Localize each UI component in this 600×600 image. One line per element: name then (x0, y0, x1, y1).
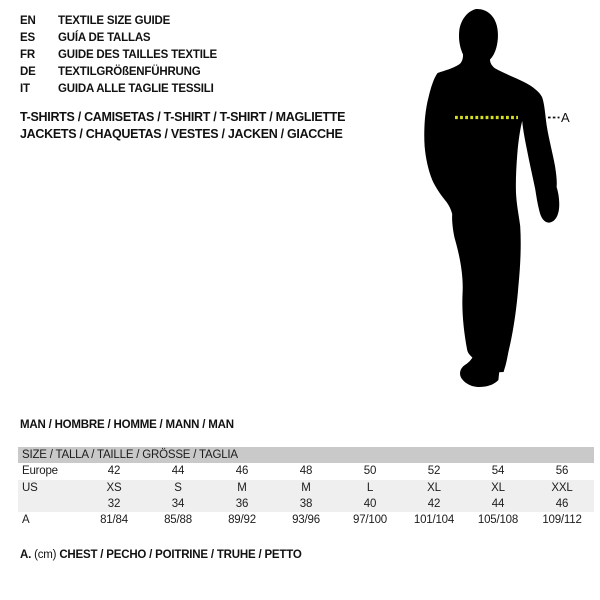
lang-code: FR (20, 49, 35, 61)
lang-code: DE (20, 66, 36, 78)
size-value: 101/104 (413, 514, 455, 526)
row-label: US (22, 482, 38, 494)
lang-title: GUIDE DES TAILLES TEXTILE (58, 49, 217, 61)
lang-code: IT (20, 83, 30, 95)
row-label (18, 496, 82, 512)
size-value: 81/84 (100, 514, 128, 526)
lang-title: GUÍA DE TALLAS (58, 32, 151, 44)
size-value: 50 (363, 465, 377, 477)
size-value: M (237, 482, 247, 494)
size-value: 44 (491, 498, 505, 510)
size-value: 32 (107, 498, 121, 510)
size-value: XL (427, 482, 441, 494)
lang-title: GUIDA ALLE TAGLIE TESSILI (58, 83, 214, 95)
size-value: 44 (171, 465, 185, 477)
row-label: Europe (22, 465, 58, 477)
lang-code: ES (20, 32, 35, 44)
lang-row-en (20, 13, 217, 30)
size-value: 38 (299, 498, 313, 510)
lang-title: TEXTILGRÖßENFÜHRUNG (58, 66, 201, 78)
garment-categories (20, 109, 345, 143)
lang-title: TEXTILE SIZE GUIDE (58, 15, 171, 27)
table-row-europe (18, 463, 594, 480)
size-value: 109/112 (542, 514, 582, 526)
size-value: 48 (299, 465, 313, 477)
lang-row-de (20, 64, 217, 81)
size-value: 42 (107, 465, 121, 477)
size-value: 54 (491, 465, 505, 477)
section-title-man: MAN / HOMBRE / HOMME / MANN / MAN (20, 419, 234, 431)
category-tshirts: T-SHIRTS / CAMISETAS / T-SHIRT / T-SHIRT / MAGLIETTE (20, 110, 346, 124)
size-value: XXL (551, 482, 573, 494)
footnote-unit: (cm) (34, 549, 57, 561)
table-row-us-numeric (18, 496, 594, 512)
size-value: 105/108 (477, 514, 519, 526)
size-value: M (301, 482, 311, 494)
size-table (18, 447, 594, 529)
size-value: 46 (235, 465, 249, 477)
size-value: 85/88 (164, 514, 192, 526)
lang-code: EN (20, 15, 36, 27)
table-row-chest-a (18, 512, 594, 529)
size-value: 42 (427, 498, 441, 510)
size-value: 40 (363, 498, 377, 510)
size-value: L (366, 482, 374, 494)
size-value: 56 (555, 465, 569, 477)
man-silhouette-body (424, 9, 559, 387)
table-row-us (18, 480, 594, 496)
lang-row-fr (20, 47, 217, 64)
man-silhouette (390, 0, 600, 410)
measurement-footnote (20, 548, 302, 562)
size-value: 89/92 (228, 514, 256, 526)
category-jackets: JACKETS / CHAQUETAS / VESTES / JACKEN / GIACCHE (20, 127, 343, 141)
row-label: A (22, 514, 30, 526)
footnote-letter: A. (20, 549, 32, 561)
size-value: 52 (427, 465, 441, 477)
measurement-figure (390, 0, 600, 410)
size-value: 46 (555, 498, 569, 510)
footnote-labels: CHEST / PECHO / POITRINE / TRUHE / PETTO (59, 549, 302, 561)
language-title-list (20, 13, 217, 98)
size-value: 36 (235, 498, 249, 510)
size-value: XL (491, 482, 505, 494)
size-value: 93/96 (292, 514, 320, 526)
size-value: 97/100 (353, 514, 387, 526)
measure-label-a: A (561, 110, 570, 125)
table-header: SIZE / TALLA / TAILLE / GRÖSSE / TAGLIA (18, 447, 594, 463)
size-value: 34 (171, 498, 185, 510)
lang-row-it (20, 81, 217, 98)
size-value: S (174, 482, 182, 494)
size-value: XS (106, 482, 122, 494)
lang-row-es (20, 30, 217, 47)
